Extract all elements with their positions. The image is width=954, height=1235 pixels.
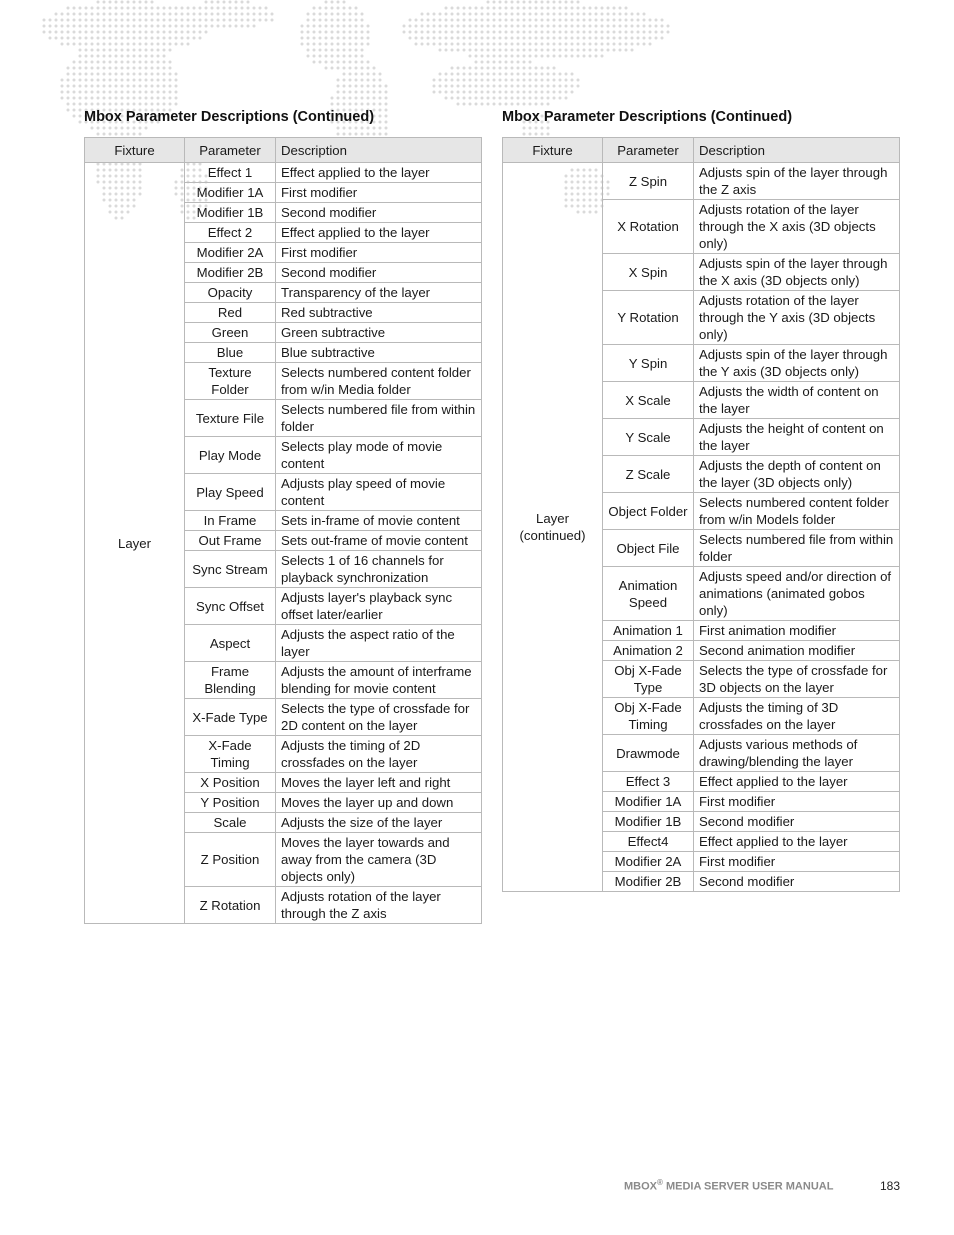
header-parameter: Parameter xyxy=(603,138,694,163)
parameter-cell: Scale xyxy=(185,813,276,833)
description-cell: Adjusts the aspect ratio of the layer xyxy=(276,625,482,662)
parameter-cell: Object Folder xyxy=(603,493,694,530)
description-cell: Selects play mode of movie content xyxy=(276,437,482,474)
parameter-cell: Texture Folder xyxy=(185,363,276,400)
parameter-cell: Frame Blending xyxy=(185,662,276,699)
parameter-cell: Y Scale xyxy=(603,419,694,456)
parameter-cell: X-Fade Timing xyxy=(185,736,276,773)
parameter-cell: Obj X-Fade Timing xyxy=(603,698,694,735)
description-cell: Red subtractive xyxy=(276,303,482,323)
parameter-cell: X Spin xyxy=(603,254,694,291)
left-table-body xyxy=(85,163,482,924)
description-cell: Transparency of the layer xyxy=(276,283,482,303)
parameter-cell: Modifier 2B xyxy=(185,263,276,283)
table-row xyxy=(85,163,482,183)
description-cell: Adjusts spin of the layer through the X axis (3D objects only) xyxy=(694,254,900,291)
parameter-cell: Green xyxy=(185,323,276,343)
description-cell: Selects the type of crossfade for 2D content on the layer xyxy=(276,699,482,736)
page-number: 183 xyxy=(879,1178,900,1193)
description-cell: Second modifier xyxy=(694,812,900,832)
description-cell: Second animation modifier xyxy=(694,641,900,661)
description-cell: Moves the layer up and down xyxy=(276,793,482,813)
parameter-cell: Effect4 xyxy=(603,832,694,852)
description-cell: Adjusts spin of the layer through the Y axis (3D objects only) xyxy=(694,345,900,382)
parameter-cell: Blue xyxy=(185,343,276,363)
parameter-cell: Sync Offset xyxy=(185,588,276,625)
parameter-cell: Modifier 1B xyxy=(603,812,694,832)
description-cell: Adjusts rotation of the layer through the Y axis (3D objects only) xyxy=(694,291,900,345)
description-cell: Adjusts the timing of 3D crossfades on the layer xyxy=(694,698,900,735)
parameter-cell: Play Speed xyxy=(185,474,276,511)
parameter-cell: Out Frame xyxy=(185,531,276,551)
description-cell: Selects numbered file from within folder xyxy=(276,400,482,437)
parameter-cell: Opacity xyxy=(185,283,276,303)
brand-name: MBOX xyxy=(624,1180,657,1193)
table-header-row xyxy=(503,138,900,163)
description-cell: Effect applied to the layer xyxy=(694,772,900,792)
parameter-cell: X-Fade Type xyxy=(185,699,276,736)
description-cell: Adjusts the depth of content on the layer (3D objects only) xyxy=(694,456,900,493)
parameter-cell: Effect 1 xyxy=(185,163,276,183)
description-cell: Adjusts the timing of 2D crossfades on the layer xyxy=(276,736,482,773)
registered-mark: ® xyxy=(657,1178,663,1187)
description-cell: Adjusts play speed of movie content xyxy=(276,474,482,511)
parameter-cell: Z Scale xyxy=(603,456,694,493)
right-parameter-table xyxy=(502,137,900,892)
description-cell: Adjusts various methods of drawing/blending the layer xyxy=(694,735,900,772)
description-cell: Adjusts rotation of the layer through the X axis (3D objects only) xyxy=(694,200,900,254)
left-table-block xyxy=(84,108,482,924)
parameter-cell: In Frame xyxy=(185,511,276,531)
description-cell: Adjusts the width of content on the layer xyxy=(694,382,900,419)
parameter-cell: Sync Stream xyxy=(185,551,276,588)
parameter-cell: Modifier 1A xyxy=(185,183,276,203)
table-row xyxy=(503,163,900,200)
right-table-title: Mbox Parameter Descriptions (Continued) xyxy=(502,109,793,125)
parameter-cell: Modifier 2B xyxy=(603,872,694,892)
parameter-cell: Animation Speed xyxy=(603,567,694,621)
description-cell: Sets out-frame of movie content xyxy=(276,531,482,551)
header-description: Description xyxy=(694,138,900,163)
description-cell: First animation modifier xyxy=(694,621,900,641)
parameter-cell: Red xyxy=(185,303,276,323)
parameter-cell: Play Mode xyxy=(185,437,276,474)
description-cell: Adjusts spin of the layer through the Z axis xyxy=(694,163,900,200)
description-cell: Second modifier xyxy=(694,872,900,892)
parameter-cell: Y Position xyxy=(185,793,276,813)
manual-name: MEDIA SERVER USER MANUAL xyxy=(662,1180,834,1193)
parameter-cell: Modifier 1A xyxy=(603,792,694,812)
parameter-cell: Drawmode xyxy=(603,735,694,772)
parameter-cell: Z Spin xyxy=(603,163,694,200)
description-cell: Selects the type of crossfade for 3D objects on the layer xyxy=(694,661,900,698)
parameter-cell: Animation 1 xyxy=(603,621,694,641)
description-cell: Green subtractive xyxy=(276,323,482,343)
parameter-cell: Y Spin xyxy=(603,345,694,382)
table-header-row xyxy=(85,138,482,163)
fixture-cell: Layer xyxy=(85,163,185,924)
description-cell: Moves the layer left and right xyxy=(276,773,482,793)
description-cell: Second modifier xyxy=(276,263,482,283)
description-cell: Adjusts rotation of the layer through the Z axis xyxy=(276,887,482,924)
description-cell: Selects numbered file from within folder xyxy=(694,530,900,567)
description-cell: Adjusts the amount of interframe blending for movie content xyxy=(276,662,482,699)
parameter-cell: Texture File xyxy=(185,400,276,437)
description-cell: Effect applied to the layer xyxy=(276,163,482,183)
header-fixture: Fixture xyxy=(85,138,185,163)
description-cell: Sets in-frame of movie content xyxy=(276,511,482,531)
description-cell: First modifier xyxy=(694,792,900,812)
header-description: Description xyxy=(276,138,482,163)
description-cell: Blue subtractive xyxy=(276,343,482,363)
right-table-body xyxy=(503,163,900,892)
parameter-cell: Y Rotation xyxy=(603,291,694,345)
description-cell: Adjusts the size of the layer xyxy=(276,813,482,833)
parameter-cell: X Rotation xyxy=(603,200,694,254)
parameter-cell: Modifier 2A xyxy=(603,852,694,872)
parameter-cell: Animation 2 xyxy=(603,641,694,661)
manual-title xyxy=(624,1178,833,1193)
left-parameter-table xyxy=(84,137,482,924)
description-cell: Moves the layer towards and away from the camera (3D objects only) xyxy=(276,833,482,887)
parameter-cell: X Position xyxy=(185,773,276,793)
parameter-cell: Z Position xyxy=(185,833,276,887)
header-fixture: Fixture xyxy=(503,138,603,163)
parameter-cell: Modifier 1B xyxy=(185,203,276,223)
parameter-cell: Object File xyxy=(603,530,694,567)
description-cell: First modifier xyxy=(276,183,482,203)
parameter-cell: Aspect xyxy=(185,625,276,662)
header-parameter: Parameter xyxy=(185,138,276,163)
parameter-cell: Z Rotation xyxy=(185,887,276,924)
description-cell: Selects numbered content folder from w/in Models folder xyxy=(694,493,900,530)
description-cell: Second modifier xyxy=(276,203,482,223)
description-cell: First modifier xyxy=(694,852,900,872)
description-cell: Adjusts the height of content on the layer xyxy=(694,419,900,456)
description-cell: Selects numbered content folder from w/in Media folder xyxy=(276,363,482,400)
parameter-cell: Obj X-Fade Type xyxy=(603,661,694,698)
page-footer xyxy=(624,1178,900,1193)
description-cell: Selects 1 of 16 channels for playback synchronization xyxy=(276,551,482,588)
left-table-title: Mbox Parameter Descriptions (Continued) xyxy=(84,109,375,125)
description-cell: Effect applied to the layer xyxy=(694,832,900,852)
parameter-cell: Modifier 2A xyxy=(185,243,276,263)
description-cell: Effect applied to the layer xyxy=(276,223,482,243)
parameter-cell: Effect 2 xyxy=(185,223,276,243)
right-table-block xyxy=(502,108,900,892)
parameter-cell: X Scale xyxy=(603,382,694,419)
description-cell: Adjusts layer's playback sync offset later/earlier xyxy=(276,588,482,625)
parameter-cell: Effect 3 xyxy=(603,772,694,792)
description-cell: First modifier xyxy=(276,243,482,263)
description-cell: Adjusts speed and/or direction of animations (animated gobos only) xyxy=(694,567,900,621)
fixture-cell: Layer (continued) xyxy=(503,163,603,892)
